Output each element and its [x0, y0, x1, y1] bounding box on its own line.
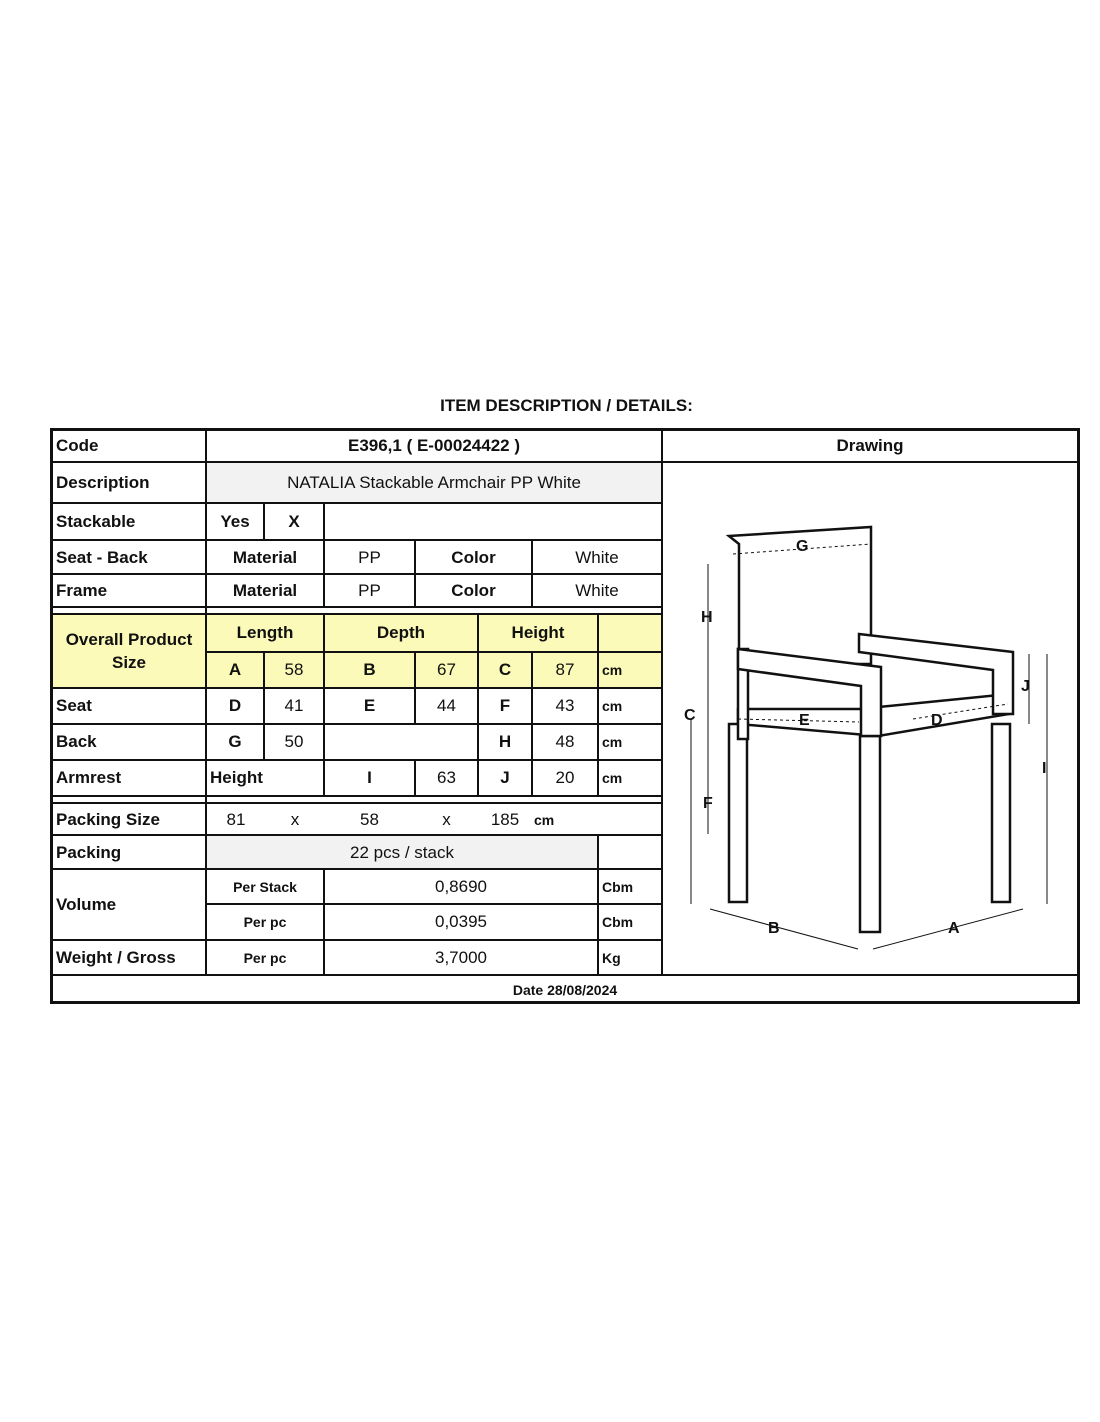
dim-a-letter: A	[228, 660, 242, 679]
dim-i-value: 63	[437, 768, 456, 787]
dim-f-value: 43	[555, 696, 575, 715]
packing-x1: x	[290, 809, 300, 829]
dim-a-value: 58	[284, 660, 304, 679]
weight-unit: Kg	[602, 949, 621, 966]
seat-back-material: PP	[358, 547, 381, 567]
frame-color-label: Color	[451, 581, 496, 600]
stackable-yes: Yes	[220, 512, 250, 531]
label-a: A	[948, 920, 960, 937]
page-title: ITEM DESCRIPTION / DETAILS:	[440, 396, 693, 415]
per-stack-label: Per Stack	[233, 879, 297, 895]
seat-label: Seat	[56, 696, 92, 715]
stackable-mark: X	[288, 512, 300, 531]
overall-unit: cm	[602, 662, 623, 678]
label-h: H	[701, 609, 713, 626]
dim-g-value: 50	[284, 732, 304, 751]
dim-d-value: 41	[284, 696, 304, 715]
drawing-label: Drawing	[836, 436, 904, 455]
seat-back-material-label: Material	[232, 547, 298, 567]
per-pc-volume-unit: Cbm	[602, 914, 634, 930]
chair-drawing	[663, 464, 1077, 969]
label-i: I	[1042, 760, 1047, 777]
dim-j-value: 20	[555, 768, 575, 787]
frame-color: White	[575, 581, 619, 600]
spec-sheet	[50, 428, 1080, 1004]
weight-value: 3,7000	[435, 947, 487, 967]
seat-back-color: White	[575, 547, 619, 567]
packing-size-unit: cm	[534, 811, 555, 828]
label-b: B	[768, 920, 780, 937]
seat-back-label: Seat - Back	[56, 547, 148, 567]
dim-g-letter: G	[228, 732, 242, 751]
label-j: J	[1021, 678, 1030, 695]
depth-label: Depth	[376, 623, 426, 642]
dim-h-letter: H	[498, 732, 512, 751]
back-left-leg	[729, 724, 747, 902]
label-f: F	[703, 795, 713, 812]
packing-label: Packing	[56, 842, 122, 862]
seat-back-color-label: Color	[451, 547, 496, 567]
length-label: Length	[236, 623, 294, 642]
back-label: Back	[56, 732, 97, 751]
dim-e-value: 44	[437, 696, 456, 715]
front-left-leg	[860, 736, 880, 932]
back-right-leg	[992, 724, 1010, 902]
weight-per-pc-label: Per pc	[243, 949, 287, 966]
dim-f-letter: F	[499, 696, 511, 715]
dim-i-letter: I	[367, 768, 372, 787]
dim-h-value: 48	[555, 732, 575, 751]
per-pc-volume-label: Per pc	[243, 914, 287, 930]
per-stack-value: 0,8690	[435, 877, 487, 896]
description-label: Description	[56, 473, 150, 492]
dim-b-value: 67	[437, 660, 456, 679]
armrest-label: Armrest	[56, 768, 122, 787]
packing-width: 58	[360, 809, 379, 829]
label-g: G	[796, 538, 809, 555]
volume-label: Volume	[56, 895, 117, 914]
label-c: C	[684, 707, 696, 724]
back-unit: cm	[602, 734, 623, 750]
label-d: D	[931, 712, 943, 729]
packing-size-label: Packing Size	[56, 809, 160, 829]
packing-height: 185	[490, 809, 520, 829]
overall-size-label: Overall Product Size	[65, 630, 193, 672]
rule	[323, 502, 325, 540]
stackable-label: Stackable	[56, 512, 136, 531]
dim-j-letter: J	[500, 768, 510, 787]
dim-b-letter: B	[363, 660, 376, 679]
rule	[53, 795, 663, 797]
dim-c-value: 87	[555, 660, 575, 679]
weight-label: Weight / Gross	[56, 947, 176, 967]
packing-x2: x	[442, 809, 451, 829]
per-pc-volume-value: 0,0395	[435, 912, 487, 931]
armrest-unit: cm	[602, 770, 623, 786]
frame-material-label: Material	[232, 581, 298, 600]
per-stack-unit: Cbm	[602, 879, 634, 895]
packing-value: 22 pcs / stack	[350, 842, 454, 862]
code-value: E396,1 ( E-00024422 )	[347, 436, 520, 455]
armrest-height-label: Height	[210, 768, 263, 787]
height-label: Height	[511, 623, 565, 642]
dim-c-letter: C	[498, 660, 512, 679]
seat-unit: cm	[602, 698, 623, 714]
footer-date: Date 28/08/2024	[512, 982, 618, 998]
label-e: E	[799, 712, 810, 729]
dim-d-letter: D	[228, 696, 242, 715]
dim-e-letter: E	[363, 696, 376, 715]
code-label: Code	[56, 436, 99, 455]
frame-material: PP	[358, 581, 381, 600]
description-value: NATALIA Stackable Armchair PP White	[287, 473, 581, 492]
frame-label: Frame	[56, 581, 108, 600]
packing-length: 81	[226, 809, 246, 829]
